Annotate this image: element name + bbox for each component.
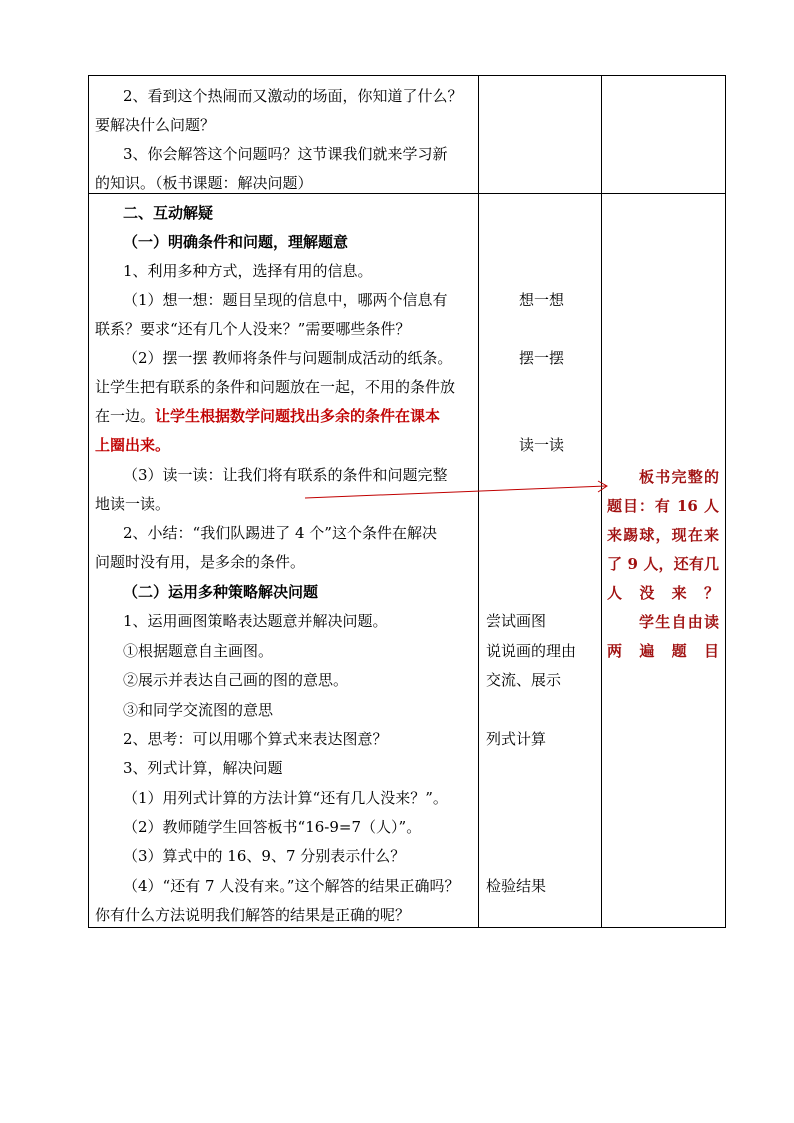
step-3-line-2: 地读一读。	[95, 495, 171, 513]
intro-question-2-cont: 要解决什么问题？	[95, 116, 216, 134]
intro-question-3: 3、你会解答这个问题吗？这节课我们就来学习新	[123, 145, 448, 163]
subsection-1-heading: （一）明确条件和问题，理解题意	[123, 233, 349, 251]
student-arrange: 摆一摆	[519, 349, 565, 367]
summary-line-2: 问题时没有用，是多余的条件。	[95, 553, 306, 571]
student-calc: 列式计算	[486, 730, 547, 748]
intro-question-2: 2、看到这个热闹而又激动的场面，你知道了什么？	[123, 87, 463, 105]
student-read-note: 学生自由读两遍题目	[607, 613, 719, 660]
board-note: 板书完整的题目：有 16 人来踢球，现在来了 9 人，还有几人没来？	[607, 468, 719, 602]
s2-item-1: 1、运用画图策略表达题意并解决问题。	[123, 612, 388, 630]
s2-circled-2: ②展示并表达自己画的图的意思。	[123, 671, 349, 689]
student-explain: 说说画的理由	[486, 642, 577, 660]
s2-point-4-line-2: 你有什么方法说明我们解答的结果是正确的呢？	[95, 906, 411, 924]
s2-circled-3: ③和同学交流图的意思	[123, 701, 274, 719]
summary-line-1: 2、小结：“我们队踢进了 4 个”这个条件在解决	[123, 524, 437, 542]
s2-point-4-line-1: （4）“还有 7 人没有来。”这个解答的结果正确吗？	[123, 877, 460, 895]
student-try-draw: 尝试画图	[486, 612, 547, 630]
step-2-red-instruction: 让学生根据数学问题找出多余的条件在课本	[155, 407, 441, 425]
step-1-line-1: （1）想一想：题目呈现的信息中，哪两个信息有	[123, 291, 448, 309]
student-verify: 检验结果	[486, 877, 547, 895]
s2-circled-1: ①根据题意自主画图。	[123, 642, 274, 660]
subsection-2-heading: （二）运用多种策略解决问题	[123, 583, 319, 601]
step-1-line-2: 联系？要求“还有几个人没来？”需要哪些条件？	[95, 320, 411, 338]
intro-question-3-cont: 的知识。（板书课题：解决问题）	[95, 174, 313, 192]
student-read: 读一读	[519, 436, 565, 454]
s2-point-1: （1）用列式计算的方法计算“还有几人没来？”。	[123, 789, 448, 807]
step-2-line-2: 让学生把有联系的条件和问题放在一起，不用的条件放	[95, 378, 456, 396]
section-heading: 二、互动解疑	[123, 204, 214, 222]
s2-item-3: 3、列式计算，解决问题	[123, 759, 283, 777]
step-2-line-1: （2）摆一摆 教师将条件与问题制成活动的纸条。	[123, 349, 453, 367]
step-2-line-3-text: 在一边。	[95, 407, 156, 425]
s2-point-3: （3）算式中的 16、9、7 分别表示什么？	[123, 847, 406, 865]
item-1: 1、利用多种方式，选择有用的信息。	[123, 262, 373, 280]
student-share: 交流、展示	[486, 671, 562, 689]
s2-point-2: （2）教师随学生回答板书“16-9=7（人）”。	[123, 818, 422, 836]
s2-item-2: 2、思考：可以用哪个算式来表达图意？	[123, 730, 388, 748]
student-think: 想一想	[519, 291, 565, 309]
step-3-line-1: （3）读一读：让我们将有联系的条件和问题完整	[123, 466, 448, 484]
step-2-red-instruction-cont: 上圈出来。	[95, 436, 171, 454]
